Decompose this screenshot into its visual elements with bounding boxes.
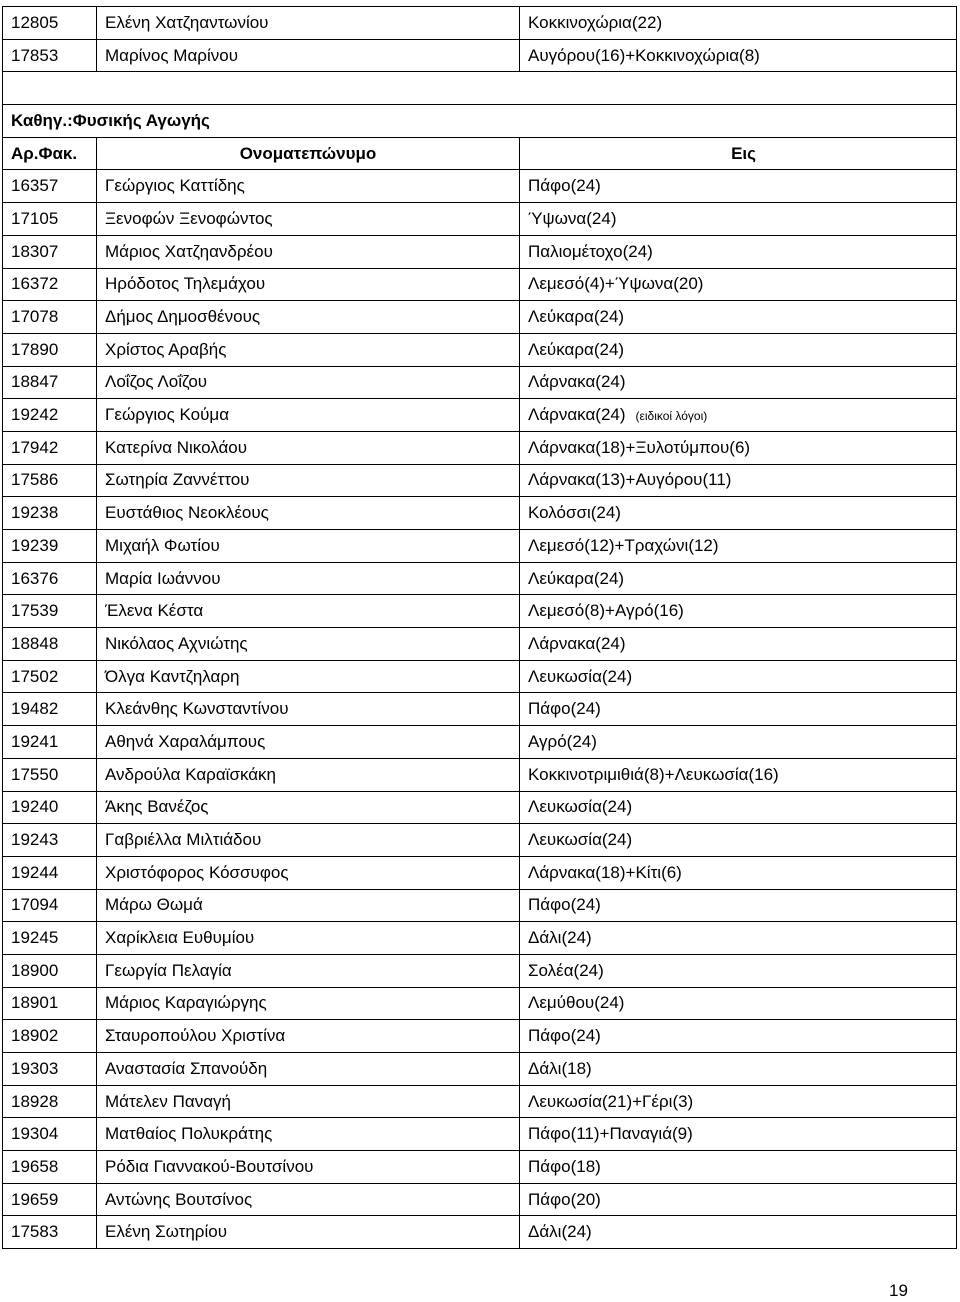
area-text: Λεύκαρα(24) [528,568,625,588]
table-row [3,922,957,955]
table-row [3,431,957,464]
cell-id: 17539 [3,595,97,628]
cell-name: Ευστάθιος Νεοκλέους [97,497,520,530]
table-row [3,497,957,530]
area-text: Πάφο(24) [528,895,601,915]
cell-area [520,1216,957,1249]
cell-name: Κατερίνα Νικολάου [97,431,520,464]
area-text: Λεμεσό(12)+Τραχώνι(12) [528,535,719,555]
cell-area [520,726,957,759]
cell-area [520,1053,957,1086]
cell-name: Μαρίνος Μαρίνου [97,39,520,72]
cell-id: 17078 [3,301,97,334]
cell-name: Μαρία Ιωάννου [97,562,520,595]
area-text: Πάφο(18) [528,1156,601,1176]
cell-area [520,693,957,726]
area-text: Λεμεσό(4)+Ύψωνα(20) [528,274,704,294]
cell-name: Μάρω Θωμά [97,889,520,922]
cell-name: Μάριος Χατζηανδρέου [97,235,520,268]
blank-row [3,72,957,105]
cell-id: 19239 [3,530,97,563]
cell-area [520,1183,957,1216]
table-row [3,399,957,432]
cell-area [520,1020,957,1053]
cell-name: Λοΐζος Λοΐζου [97,366,520,399]
cell-area [520,856,957,889]
cell-name: Ελένη Σωτηρίου [97,1216,520,1249]
cell-id: 17853 [3,39,97,72]
section-title: Καθηγ.:Φυσικής Αγωγής [3,105,957,138]
cell-name: Όλγα Καντζηλαρη [97,660,520,693]
cell-id: 16357 [3,170,97,203]
cell-area [520,1085,957,1118]
cell-area [520,889,957,922]
table-row [3,791,957,824]
table-row [3,628,957,661]
cell-area [520,954,957,987]
table-row [3,1216,957,1249]
cell-name: Γεώργιος Καττίδης [97,170,520,203]
cell-id: 19244 [3,856,97,889]
header-id: Αρ.Φακ. [3,137,97,170]
cell-area [520,170,957,203]
cell-area [520,1151,957,1184]
cell-area [520,595,957,628]
area-text: Λάρνακα(18)+Κίτι(6) [528,862,682,882]
table-row [3,758,957,791]
cell-name: Αναστασία Σπανούδη [97,1053,520,1086]
area-text: Λεύκαρα(24) [528,339,625,359]
assignment-table [2,6,957,1249]
cell-name: Αθηνά Χαραλάμπους [97,726,520,759]
cell-area [520,301,957,334]
cell-id: 17890 [3,333,97,366]
cell-id: 16376 [3,562,97,595]
area-text: Δάλι(24) [528,1222,592,1242]
area-text: Λάρνακα(24) [528,372,626,392]
area-text: Πάφο(11)+Παναγιά(9) [528,1124,693,1144]
area-text: Πάφο(24) [528,176,601,196]
cell-name: Ξενοφών Ξενοφώντος [97,203,520,236]
cell-name: Σταυροπούλου Χριστίνα [97,1020,520,1053]
cell-id: 17105 [3,203,97,236]
area-text: Πάφο(24) [528,1026,601,1046]
area-text: Λάρνακα(13)+Αυγόρου(11) [528,470,732,490]
data-rows [3,170,957,1249]
cell-name: Γεώργιος Κούμα [97,399,520,432]
header-name: Ονοματεπώνυμο [97,137,520,170]
cell-name: Μάριος Καραγιώργης [97,987,520,1020]
section-head [3,72,957,170]
cell-id: 12805 [3,7,97,40]
cell-name: Ανδρούλα Καραϊσκάκη [97,758,520,791]
cell-id: 19241 [3,726,97,759]
cell-area [520,660,957,693]
cell-area [520,366,957,399]
table-row [3,824,957,857]
cell-area [520,431,957,464]
table-row [3,170,957,203]
table-row [3,1183,957,1216]
cell-id: 19240 [3,791,97,824]
area-text: Σολέα(24) [528,960,604,980]
cell-area [520,203,957,236]
cell-area [520,922,957,955]
table-row [3,235,957,268]
area-text: Λευκωσία(24) [528,666,633,686]
area-text: Λευκωσία(24) [528,830,633,850]
cell-area [520,268,957,301]
cell-id: 19658 [3,1151,97,1184]
area-text: Κοκκινοτριμιθιά(8)+Λευκωσία(16) [528,764,779,784]
table-row [3,1020,957,1053]
area-text: Λευκωσία(21)+Γέρι(3) [528,1091,694,1111]
cell-id: 17586 [3,464,97,497]
cell-id: 19482 [3,693,97,726]
cell-area [520,1118,957,1151]
table-row [3,203,957,236]
cell-name: Γαβριέλλα Μιλτιάδου [97,824,520,857]
cell-id: 19242 [3,399,97,432]
cell-id: 16372 [3,268,97,301]
area-text: Δάλι(18) [528,1058,592,1078]
cell-id: 17550 [3,758,97,791]
table-row [3,954,957,987]
table-row [3,39,957,72]
cell-id: 18900 [3,954,97,987]
table-row [3,333,957,366]
table-row [3,1118,957,1151]
table-row [3,464,957,497]
area-text: Αγρό(24) [528,731,597,751]
area-text: Κοκκινοχώρια(22) [528,12,663,32]
cell-name: Έλενα Κέστα [97,595,520,628]
cell-id: 19243 [3,824,97,857]
area-text: Ύψωνα(24) [528,208,617,228]
area-text: Πάφο(20) [528,1189,601,1209]
cell-name: Σωτηρία Ζαννέττου [97,464,520,497]
cell-name: Χριστόφορος Κόσσυφος [97,856,520,889]
table-row [3,530,957,563]
cell-area [520,791,957,824]
cell-name: Μιχαήλ Φωτίου [97,530,520,563]
table-row [3,726,957,759]
table-row [3,562,957,595]
area-text: Κολόσσι(24) [528,503,621,523]
area-text: Δάλι(24) [528,928,592,948]
cell-name: Κλεάνθης Κωνσταντίνου [97,693,520,726]
table-row [3,693,957,726]
table-row [3,1085,957,1118]
page-number: 19 [889,1281,908,1300]
cell-area [520,464,957,497]
cell-id: 18848 [3,628,97,661]
table-row [3,889,957,922]
cell-id: 17094 [3,889,97,922]
cell-name: Δήμος Δημοσθένους [97,301,520,334]
table-row [3,7,957,40]
cell-area [520,987,957,1020]
cell-area [520,562,957,595]
cell-id: 18307 [3,235,97,268]
area-text: Λεμεσό(8)+Αγρό(16) [528,601,684,621]
header-row [3,137,957,170]
cell-name: Μάτελεν Παναγή [97,1085,520,1118]
area-text: Πάφο(24) [528,699,601,719]
cell-name: Νικόλαος Αχνιώτης [97,628,520,661]
cell-name: Γεωργία Πελαγία [97,954,520,987]
cell-id: 19304 [3,1118,97,1151]
cell-name: Ελένη Χατζηαντωνίου [97,7,520,40]
cell-name: Άκης Βανέζος [97,791,520,824]
table-row [3,301,957,334]
cell-area [520,824,957,857]
area-text: Παλιομέτοχο(24) [528,241,653,261]
cell-area [520,39,957,72]
area-text: Λάρνακα(24) [528,633,626,653]
cell-name: Ηρόδοτος Τηλεμάχου [97,268,520,301]
cell-id: 18847 [3,366,97,399]
cell-area [520,7,957,40]
area-text: Λευκωσία(24) [528,797,633,817]
area-text: Λεμύθου(24) [528,993,625,1013]
area-text: Αυγόρου(16)+Κοκκινοχώρια(8) [528,45,760,65]
cell-name: Ρόδια Γιαννακού-Βουτσίνου [97,1151,520,1184]
table-row [3,268,957,301]
area-text: Λάρνακα(18)+Ξυλοτύμπου(6) [528,437,751,457]
cell-area [520,530,957,563]
cell-area [520,235,957,268]
cell-id: 19245 [3,922,97,955]
cell-id: 19303 [3,1053,97,1086]
cell-name: Αντώνης Βουτσίνος [97,1183,520,1216]
area-note: (ειδικοί λόγοι) [635,409,708,424]
cell-area [520,333,957,366]
header-area: Εις [520,137,957,170]
table-row [3,366,957,399]
cell-id: 19659 [3,1183,97,1216]
table-row [3,1053,957,1086]
cell-area [520,497,957,530]
section-title-row [3,105,957,138]
area-text: Λάρνακα(24) [528,405,626,425]
table-row [3,856,957,889]
table-row [3,660,957,693]
cell-area [520,628,957,661]
table-row [3,1151,957,1184]
cell-id: 18928 [3,1085,97,1118]
table-row [3,987,957,1020]
cell-area [520,758,957,791]
cell-name: Χρίστος Αραβής [97,333,520,366]
cell-area [520,399,957,432]
top-rows [3,7,957,72]
cell-id: 17502 [3,660,97,693]
cell-id: 18902 [3,1020,97,1053]
cell-id: 19238 [3,497,97,530]
table-row [3,595,957,628]
cell-id: 18901 [3,987,97,1020]
cell-name: Ματθαίος Πολυκράτης [97,1118,520,1151]
area-text: Λεύκαρα(24) [528,307,625,327]
cell-name: Χαρίκλεια Ευθυμίου [97,922,520,955]
cell-id: 17583 [3,1216,97,1249]
cell-id: 17942 [3,431,97,464]
